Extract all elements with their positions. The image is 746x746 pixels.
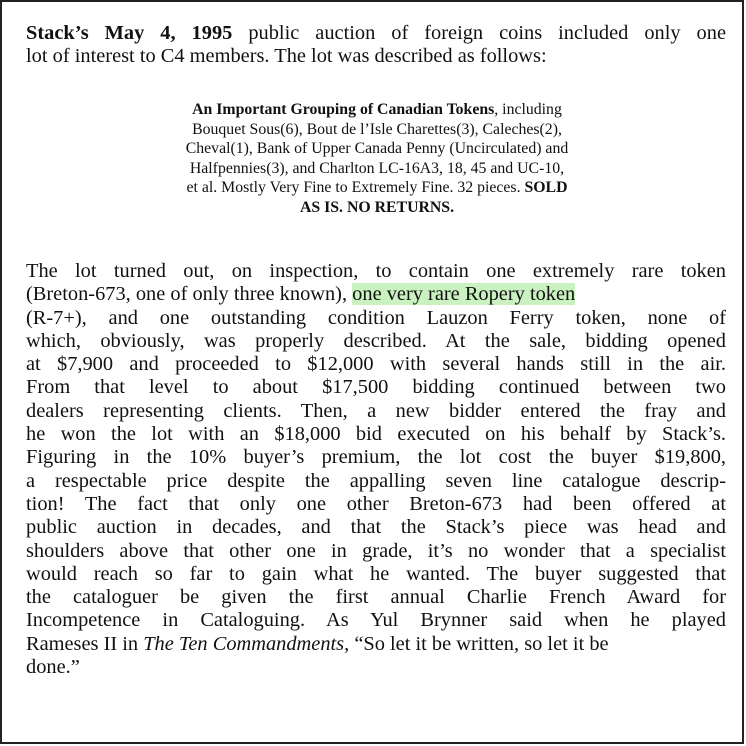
body-line <box>26 283 726 306</box>
intro-paragraph <box>26 22 726 69</box>
quote-lot-title: An Important Grouping of Canadian Tokens <box>192 101 495 118</box>
quote-line: Bouquet Sous(6), Bout de l’Isle Charettes(3), Caleches(2), <box>192 120 562 138</box>
quote-sold-label: SOLD <box>524 179 568 197</box>
film-title: The Ten Commandments, <box>143 632 350 655</box>
body-paragraph <box>26 260 726 679</box>
body-line: at $7,900 and proceeded to $12,000 with several hands still in the air. <box>26 353 726 376</box>
quote-line <box>127 100 627 120</box>
quote-line-rest: et al. Mostly Very Fine to Extremely Fine. 32 pieces. <box>186 179 525 197</box>
body-line: would reach so far to gain what he wanted. The buyer suggested that <box>26 562 726 585</box>
quote-line <box>127 178 627 198</box>
body-line-pre: Rameses II in <box>26 632 144 655</box>
quote-line-rest: , including <box>494 101 562 118</box>
quote-line: Cheval(1), Bank of Upper Canada Penny (Uncirculated) and <box>185 140 569 158</box>
quote-as-is-label: AS IS. NO RETURNS. <box>299 198 455 216</box>
highlighted-text[interactable]: one very rare Ropery token <box>352 283 576 306</box>
lot-description-quote <box>127 100 627 218</box>
intro-bold-lead: Stack’s May 4, 1995 <box>26 22 233 44</box>
body-line: (R-7+), and one outstanding condition Lauzon Ferry token, none of <box>26 306 726 329</box>
intro-line-rest: public auction of foreign coins included only one <box>232 22 726 44</box>
body-line: he won the lot with an $18,000 bid executed on his behalf by Stack’s. <box>26 423 726 446</box>
body-line: From that level to about $17,500 bidding continued between two <box>26 376 726 399</box>
body-line: public auction in decades, and that the Stack’s piece was head and <box>26 516 726 539</box>
body-line: The lot turned out, on inspection, to contain one extremely rare token <box>26 260 726 282</box>
body-line: Figuring in the 10% buyer’s premium, the lot cost the buyer $19,800, <box>26 446 726 469</box>
body-line-pre: (Breton-673, one of only three known), <box>26 283 353 306</box>
body-line: a respectable price despite the appalling seven line catalogue descrip- <box>26 469 726 492</box>
body-line: shoulders above that other one in grade, it’s no wonder that a specialist <box>26 539 726 562</box>
body-line: Incompetence in Cataloguing. As Yul Brynner said when he played <box>26 609 726 632</box>
intro-line: lot of interest to C4 members. The lot was described as follows: <box>26 45 547 68</box>
body-line: done.” <box>26 656 80 679</box>
body-line: which, obviously, was properly described. At the sale, bidding opened <box>26 329 726 352</box>
body-line: dealers representing clients. Then, a new bidder entered the fray and <box>26 399 726 422</box>
body-line: tion! The fact that only one other Breton-673 had been offered at <box>26 492 726 515</box>
intro-line <box>26 22 726 45</box>
body-line-post: “So let it be written, so let it be <box>349 632 609 655</box>
body-line: the cataloguer be given the first annual Charlie French Award for <box>26 586 726 609</box>
quote-line: Halfpennies(3), and Charlton LC-16A3, 18, 45 and UC-10, <box>189 159 565 177</box>
body-line <box>26 633 726 656</box>
